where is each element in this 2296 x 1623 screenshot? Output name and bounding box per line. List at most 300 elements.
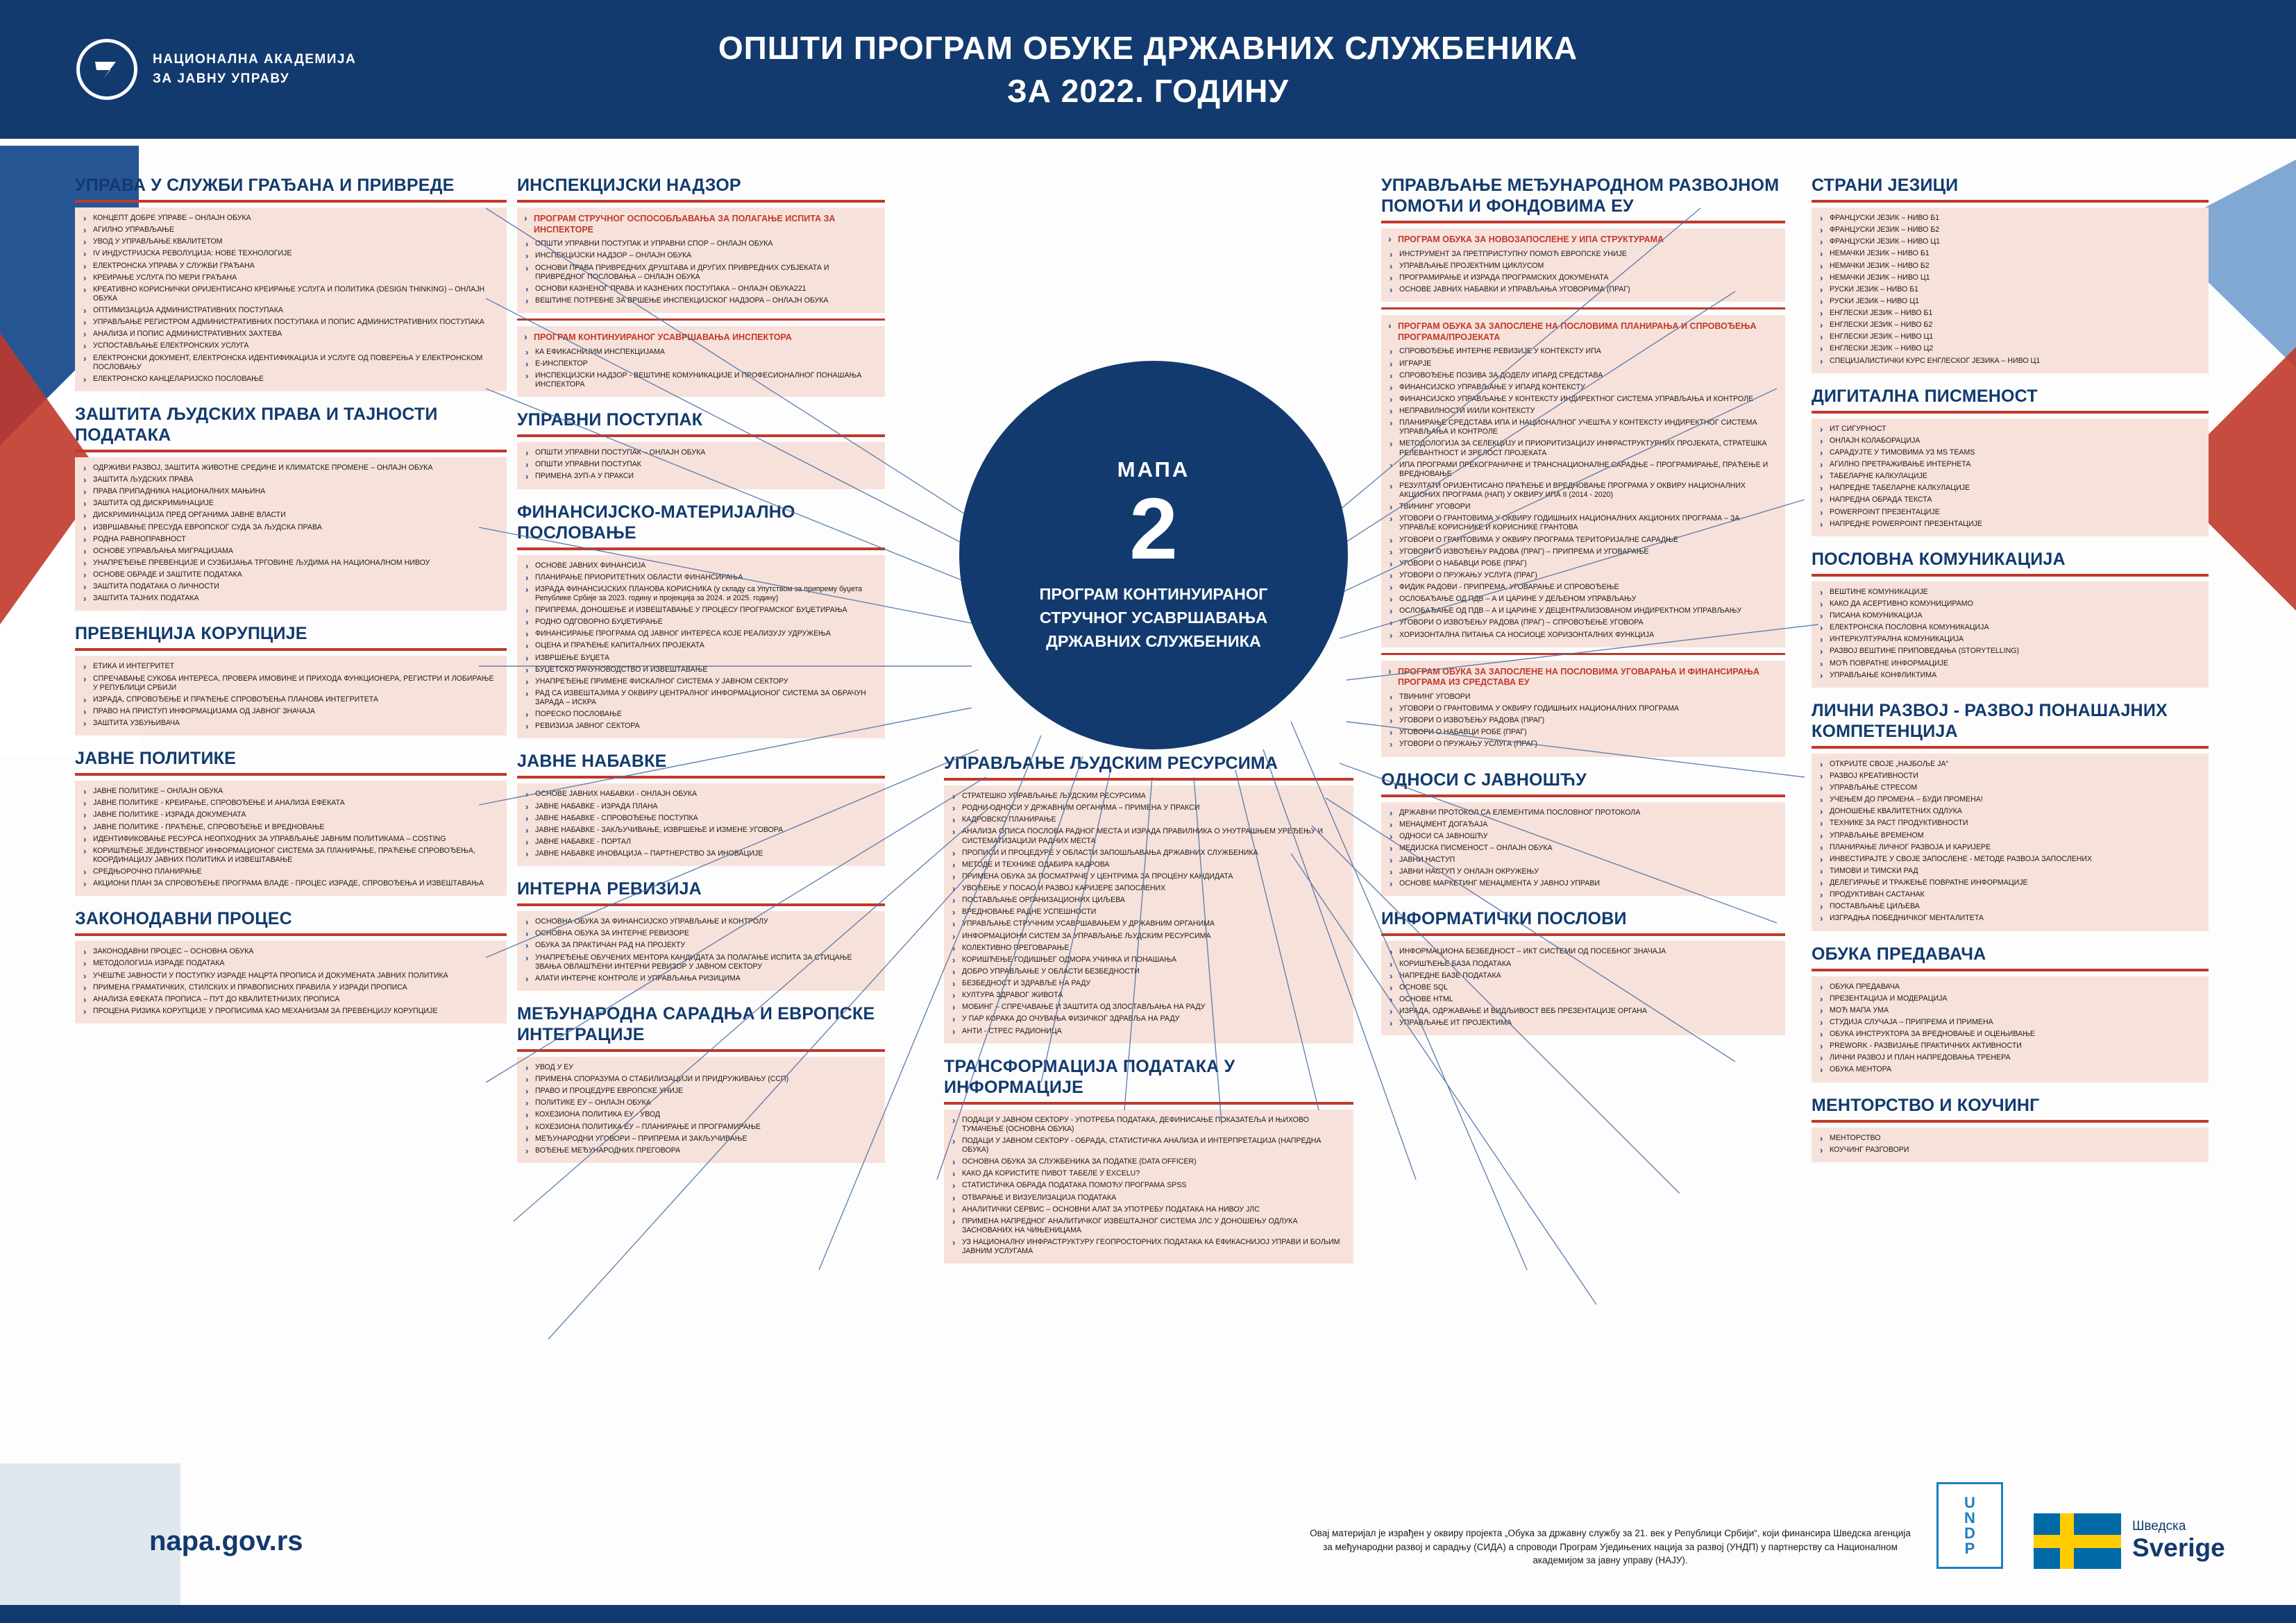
block-upravni-postupak [517, 409, 885, 488]
list-item: › ОСНОВЕ HTML [1388, 995, 1778, 1004]
block-title: ЈАВНЕ ПОЛИТИКЕ [75, 749, 236, 769]
block-card [75, 457, 507, 611]
item-list [1388, 947, 1778, 1028]
list-item: › ДРЖАВНИ ПРОТОКОЛ СА ЕЛЕМЕНТИМА ПОСЛОВНОГ ПРОТОКОЛА [1388, 808, 1778, 817]
list-item: › ЈАВНИ НАСТУП [1388, 856, 1778, 865]
list-item: › У ПАР КОРАКА ДО ОЧУВАЊА ФИЗИЧКОГ ЗДРАВЉА НА РАДУ [951, 1014, 1347, 1023]
title-underline [517, 903, 885, 906]
list-item: › ФИНАНСИЈСКО УПРАВЉАЊЕ У КОНТЕКСТУ ИНДИРЕКТНОГ СИСТЕМА УПРАВЉАЊА И КОНТРОЛЕ [1388, 395, 1778, 404]
block-card [75, 656, 507, 736]
list-item: › АНАЛИЗА ЕФЕКАТА ПРОПИСА – ПУТ ДО КВАЛИТЕТНИЈИХ ПРОПИСА [82, 995, 500, 1004]
block-uprava-u-sluzbi [75, 175, 507, 391]
block-zakonodavni-proces [75, 908, 507, 1023]
column-public-administration [75, 175, 507, 1036]
list-item: › ЕНГЛЕСКИ ЈЕЗИК – НИВО Ц1 [1818, 332, 2202, 341]
list-item: › PREWORK - РАЗВИЈАЊЕ ПРАКТИЧНИХ АКТИВНОСТИ [1818, 1042, 2202, 1051]
block-title: УПРАВЉАЊЕ ЉУДСКИМ РЕСУРСИМА [944, 754, 1278, 773]
list-item: › ЗАКОНОДАВНИ ПРОЦЕС – ОСНОВНА ОБУКА [82, 947, 500, 956]
block-card [517, 555, 885, 739]
list-item: › ОСНОВЕ УПРАВЉАЊА МИГРАЦИЈАМА [82, 547, 500, 556]
list-item: › ЕЛЕКТРОНСКА УПРАВА У СЛУЖБИ ГРАЂАНА [82, 262, 500, 271]
list-item: › ОДНОСИ СА ЈАВНОШЋУ [1388, 832, 1778, 841]
list-item: › ОПШТИ УПРАВНИ ПОСТУПАК И УПРАВНИ СПОР – ОНЛАЈН ОБУКА [524, 239, 878, 248]
title-underline [1381, 221, 1785, 223]
list-item: › ЈАВНЕ НАБАВКЕ - ЗАКЉУЧИВАЊЕ, ИЗВРШЕЊЕ И ИЗМЕНЕ УГОВОРА [524, 826, 878, 835]
website-url[interactable]: napa.gov.rs [149, 1526, 303, 1556]
list-item: › ОСНОВЕ ОБРАДЕ И ЗАШТИТЕ ПОДАТАКА [82, 570, 500, 579]
list-item: › МЕНАЏМЕНТ ДОГАЂАЈА [1388, 820, 1778, 829]
list-item: › ЕТИКА И ИНТЕГРИТЕТ [82, 662, 500, 671]
list-item: › ОПТИМИЗАЦИЈА АДМИНИСТРАТИВНИХ ПОСТУПАКА [82, 306, 500, 315]
map-label: МАПА [1117, 457, 1190, 482]
item-list [82, 214, 500, 384]
list-item: › ЈАВНЕ ПОЛИТИКЕ - ИЗРАДА ДОКУМЕНАТА [82, 810, 500, 819]
block-card [1812, 418, 2209, 536]
block-card [1381, 941, 1785, 1035]
block-subhead: › ПРОГРАМ ОБУКА ЗА НОВОЗАПОСЛЕНЕ У ИПА СТРУКТУРАМА [1388, 235, 1778, 246]
undp-logo [1936, 1482, 2003, 1569]
list-item: › ОПШТИ УПРАВНИ ПОСТУПАК – ОНЛАЈН ОБУКА [524, 448, 878, 457]
list-item: › ПЛАНИРАЊЕ ПРИОРИТЕТНИХ ОБЛАСТИ ФИНАНСИРАЊА [524, 573, 878, 582]
list-item: › ЕЛЕКТРОНСКИ ДОКУМЕНТ, ЕЛЕКТРОНСКА ИДЕНТИФИКАЦИЈА И УСЛУГЕ ОД ПОВЕРЕЊА У ЕЛЕКТРОНСКОМ ПОСЛОВАЊУ [82, 354, 500, 372]
list-item: › ОСНОВЕ ЈАВНИХ НАБАВКИ - ОНЛАЈН ОБУКА [524, 790, 878, 799]
block-card [75, 781, 507, 896]
block-card [1812, 754, 2209, 931]
list-item: › ПОСТАВЉАЊЕ ЦИЉЕВА [1818, 902, 2202, 911]
list-item: › ОСНОВИ ПРАВА ПРИВРЕДНИХ ДРУШТАВА И ДРУГИХ ПРИВРЕДНИХ СУБЈЕКАТА И ПРИВРЕДНОГ ПОСЛОВАЊА – ОНЛАЈН ОБУКА [524, 264, 878, 282]
title-underline [944, 778, 1353, 781]
list-item: › УГОВОРИ О ГРАНТОВИМА У ОКВИРУ ГОДИШЊИХ НАЦИОНАЛНИХ АКЦИОНИХ ПРОГРАМА – ЗА УПРАВЉЕ КОРИСНИКЕ И КОРИСНИКЕ ГРАНТОВА [1388, 514, 1778, 532]
block-card [517, 783, 885, 866]
block-title: ИНСПЕКЦИЈСКИ НАДЗОР [517, 176, 741, 195]
list-item: › ФРАНЦУСКИ ЈЕЗИК – НИВО Ц1 [1818, 237, 2202, 246]
list-item: › УЗ НАЦИОНАЛНУ ИНФРАСТРУКТУРУ ГЕОПРОСТОРНИХ ПОДАТАКА КА ЕФИКАСНИЈОЈ УПРАВИ И БОЉИМ ЈАВНИМ УСЛУГАМА [951, 1238, 1347, 1256]
list-item: › УНАПРЕЂЕЊЕ ОБУЧЕНИХ МЕНТОРА КАНДИДАТА ЗА ПОЛАГАЊЕ ИСПИТА ЗА СТИЦАЊЕ ЗВАЊА ОВЛАШЋЕНИ ИНТЕРНИ РЕВИЗОР У ЈАВНОМ СЕКТОРУ [524, 953, 878, 971]
list-item: › ИПА ПРОГРАМИ ПРЕКОГРАНИЧНЕ И ТРАНСНАЦИОНАЛНЕ САРАДЊЕ – ПРОГРАМИРАЊЕ, ПРАЋЕЊЕ И ВРЕДНОВАЊЕ [1388, 461, 1778, 479]
list-item: › ХОРИЗОНТАЛНА ПИТАЊА СА НОСИОЦЕ ХОРИЗОНТАЛНИХ ФУНКЦИЈА [1388, 631, 1778, 640]
block-subhead-2: › ПРОГРАМ КОНТИНУИРАНОГ УСАВРШАВАЊА ИНСПЕКТОРА [524, 332, 878, 343]
list-item: › НАПРЕДНЕ POWERPOINT ПРЕЗЕНТАЦИЈЕ [1818, 520, 2202, 529]
list-item: › УГОВОРИ О ИЗВОЂЕЊУ РАДОВА (ПРАГ) – ПРИПРЕМА И УГОВАРАЊЕ [1388, 547, 1778, 556]
title-underline [75, 773, 507, 776]
list-item: › КОУЧИНГ РАЗГОВОРИ [1818, 1146, 2202, 1155]
block-digitalna-pismenost [1812, 386, 2209, 536]
map-description-line-3: ДРЖАВНИХ СЛУЖБЕНИКА [1046, 631, 1261, 650]
list-item: › АНАЛИЗА ОПИСА ПОСЛОВА РАДНОГ МЕСТА И ИЗРАДА ПРАВИЛНИКА О УНУТРАШЊЕМ УРЕЂЕЊУ И СИСТЕМАТИЗАЦИЈИ РАДНИХ МЕСТА [951, 827, 1347, 845]
list-item: › ЗАШТИТА ЉУДСКИХ ПРАВА [82, 475, 500, 484]
block-upravljanje-ljudskim-resursima [944, 753, 1353, 1044]
list-item: › НАПРЕДНЕ БАЗЕ ПОДАТАКА [1388, 971, 1778, 980]
list-item: › ФРАНЦУСКИ ЈЕЗИК – НИВО Б1 [1818, 214, 2202, 223]
list-item: › ИЗГРАДЊА ПОБЕДНИЧКОГ МЕНТАЛИТЕТА [1818, 914, 2202, 923]
item-list [1818, 983, 2202, 1075]
list-item: › ЕНГЛЕСКИ ЈЕЗИК – НИВО Б2 [1818, 321, 2202, 330]
item-list [524, 239, 878, 305]
block-informaticki-poslovi [1381, 908, 1785, 1035]
funding-note: Овај материјал је израђен у оквиру пројекта „Обука за државну службу за 21. век у Републици Србији“, који финансира Шведска агенција за међународни развој и сарадњу (СИДА) а спроводи Програм Уједињених нација за развој (УНДП) у партнерству са Националном академијом за јавну управу (НАЈУ). [1310, 1528, 1911, 1566]
title-underline [517, 776, 885, 779]
list-item: › СПРЕЧАВАЊЕ СУКОБА ИНТЕРЕСА, ПРОВЕРА ИМОВИНЕ И ПРИХОДА ФУНКЦИОНЕРА, РЕГИСТРИ И ЛОБИРАЊЕ У РЕПУБЛИЦИ СРБИЈИ [82, 674, 500, 692]
list-item: › ИЗРАДА, СПРОВОЂЕЊЕ И ПРАЋЕЊЕ СПРОВОЂЕЊА ПЛАНОВА ИНТЕГРИТЕТА [82, 695, 500, 704]
list-item: › ОБУКА ЗА ПРАКТИЧАН РАД НА ПРОЈЕКТУ [524, 941, 878, 950]
block-title: ОБУКА ПРЕДАВАЧА [1812, 944, 1986, 964]
block-mentorstvo-i-kouching [1812, 1095, 2209, 1162]
block-javne-politike [75, 748, 507, 896]
block-card [1381, 802, 1785, 897]
list-item: › ЗАШТИТА ТАЈНИХ ПОДАТАКА [82, 594, 500, 603]
list-item: › ОСНОВНА ОБУКА ЗА СЛУЖБЕНИКА ЗА ПОДАТКЕ (DATA OFFICER) [951, 1157, 1347, 1166]
list-item: › АГИЛНО ПРЕТРАЖИВАЊЕ ИНТЕРНЕТА [1818, 460, 2202, 469]
list-item: › ВРЕДНОВАЊЕ РАДНЕ УСПЕШНОСТИ [951, 908, 1347, 917]
list-item: › ИНВЕСТИРАЈТЕ У СВОЈЕ ЗАПОСЛЕНЕ - МЕТОДЕ РАЗВОЈА ЗАПОСЛЕНИХ [1818, 855, 2202, 864]
list-item: › ПРОЦЕНА РИЗИКА КОРУПЦИЈЕ У ПРОПИСИМА КАО МЕХАНИЗАМ ЗА ПРЕВЕНЦИЈУ КОРУПЦИЈЕ [82, 1007, 500, 1016]
list-item: › НАПРЕДНА ОБРАДА ТЕКСТА [1818, 495, 2202, 504]
item-list [1818, 760, 2202, 924]
list-item: › ТАБЕЛАРНЕ КАЛКУЛАЦИЈЕ [1818, 472, 2202, 481]
list-item: › АЛАТИ ИНТЕРНЕ КОНТРОЛЕ И УПРАВЉАЊА РИЗИЦИМА [524, 974, 878, 983]
block-card [1812, 207, 2209, 373]
list-item: › ЛИЧНИ РАЗВОЈ И ПЛАН НАПРЕДОВАЊА ТРЕНЕРА [1818, 1053, 2202, 1062]
list-item: › УНАПРЕЂЕЊЕ ПРИМЕНЕ ФИСКАЛНОГ СИСТЕМА У ЈАВНОМ СЕКТОРУ [524, 677, 878, 686]
block-title: МЕЂУНАРОДНА САРАДЊА И ЕВРОПСКЕ ИНТЕГРАЦИЈЕ [517, 1003, 875, 1044]
section-divider [1381, 307, 1785, 309]
block-card [944, 785, 1353, 1044]
list-item: › ОБУКА ИНСТРУКТОРА ЗА ВРЕДНОВАЊЕ И ОЦЕЊИВАЊЕ [1818, 1030, 2202, 1039]
list-item: › СПРОВОЂЕЊЕ ПОЗИВА ЗА ДОДЕЛУ ИПАРД СРЕДСТАВА [1388, 371, 1778, 380]
page-header [0, 0, 2296, 139]
list-item: › СТУДИЈА СЛУЧАЈА – ПРИПРЕМА И ПРИМЕНА [1818, 1018, 2202, 1027]
list-item: › УПРАВЉАЊЕ ПРОЈЕКТНИМ ЦИКЛУСОМ [1388, 262, 1778, 271]
list-item: › ЈАВНЕ ПОЛИТИКЕ - ПРАЋЕЊЕ, СПРОВОЂЕЊЕ И ВРЕДНОВАЊЕ [82, 823, 500, 832]
list-item: › РЕЗУЛТАТИ ОРИЈЕНТИСАНО ПРАЋЕЊЕ И ВРЕДНОВАЊЕ ПРОГРАМА У ОКВИРУ НАЦИОНАЛНИХ АКЦИОНИХ ПРОГРАМА (НАП) У ОКВИРУ ИПА II (2014 - 2020) [1388, 482, 1778, 500]
list-item: › УГОВОРИ О НАБАВЦИ РОБЕ (ПРАГ) [1388, 559, 1778, 568]
list-item: › ПРИМЕНА ГРАМАТИЧКИХ, СТИЛСКИХ И ПРАВОПИСНИХ ПРАВИЛА У ИЗРАДИ ПРОПИСА [82, 983, 500, 992]
block-title: ОДНОСИ С ЈАВНОШЋУ [1381, 770, 1587, 790]
list-item: › УПРАВЉАЊЕ КОНФЛИКТИМА [1818, 671, 2202, 680]
list-item: › РУСКИ ЈЕЗИК – НИВО Ц1 [1818, 297, 2202, 306]
item-list [524, 561, 878, 731]
block-title: УПРАВА У СЛУЖБИ ГРАЂАНА И ПРИВРЕДЕ [75, 176, 455, 195]
block-card [944, 1110, 1353, 1264]
list-item: › КОЛЕКТИВНО ПРЕГОВАРАЊЕ [951, 944, 1347, 953]
item-list [82, 787, 500, 888]
list-item: › УГОВОРИ О ИЗВОЂЕЊУ РАДОВА (ПРАГ) [1388, 716, 1778, 725]
list-item: › КАКО ДА АСЕРТИВНО КОМУНИЦИРАМО [1818, 600, 2202, 609]
list-item: › УПРАВЉАЊЕ ВРЕМЕНОМ [1818, 831, 2202, 840]
page-title-line-2: ЗА 2022. ГОДИНУ [1006, 73, 1290, 109]
list-item: › ОСНОВЕ ЈАВНИХ ФИНАНСИЈА [524, 561, 878, 570]
block-javne-nabavke [517, 751, 885, 866]
list-item: › ИЗРАДА, ОДРЖАВАЊЕ И ВИДЉИВОСТ ВЕБ ПРЕЗЕНТАЦИЈЕ ОРГАНА [1388, 1007, 1778, 1016]
column-hr-data [944, 753, 1353, 1276]
list-item: › РАД СА ИЗВЕШТАЈИМА У ОКВИРУ ЦЕНТРАЛНОГ ИНФОРМАЦИОНОГ СИСТЕМА ЗА ОБРАЧУН ЗАРАДА – ИСКРА [524, 689, 878, 707]
list-item: › МЕТОДОЛОГИЈА ЗА СЕЛЕКЦИЈУ И ПРИОРИТИЗАЦИЈУ ИНФРАСТРУКТУРНИХ ПРОЈЕКАТА, СТРАТЕШКА РЕЛЕВАНТНОСТ И ЗРЕЛОСТ ПРОЈЕКАТА [1388, 439, 1778, 457]
list-item: › ПРОДУКТИВАН САСТАНАК [1818, 890, 2202, 899]
list-item: › КОХЕЗИОНА ПОЛИТИКА ЕУ – ПЛАНИРАЊЕ И ПРОГРАМИРАЊЕ [524, 1123, 878, 1132]
block-finansijsko-materijalno [517, 502, 885, 739]
list-item: › КАДРОВСКО ПЛАНИРАЊЕ [951, 815, 1347, 824]
item-list [1388, 347, 1778, 639]
logo-line-2: ЗА ЈАВНУ УПРАВУ [153, 71, 290, 86]
item-list [524, 917, 878, 983]
list-item: › МОЋ ПОВРАТНЕ ИНФОРМАЦИЈЕ [1818, 659, 2202, 668]
list-item: › ПРАВО НА ПРИСТУП ИНФОРМАЦИЈАМА ОД ЈАВНОГ ЗНАЧАЈА [82, 707, 500, 716]
sweden-label-sv: Sverige [2132, 1533, 2225, 1563]
list-item: › ОСЛОБАЂАЊЕ ОД ПДВ – А И ЦАРИНЕ У ДЕЉЕНОМ УПРАВЉАЊУ [1388, 595, 1778, 604]
title-underline [1812, 746, 2209, 749]
list-item: › ОСЛОБАЂАЊЕ ОД ПДВ – А И ЦАРИНЕ У ДЕЦЕНТРАЛИЗОВАНОМ ИНДИРЕКТНОМ УПРАВЉАЊУ [1388, 606, 1778, 615]
block-title: ИНТЕРНА РЕВИЗИЈА [517, 879, 702, 899]
list-item: › ОБУКА ПРЕДАВАЧА [1818, 983, 2202, 992]
list-item: › КОХЕЗИОНА ПОЛИТИКА ЕУ - УВОД [524, 1110, 878, 1119]
item-list [1388, 250, 1778, 295]
title-underline [1812, 200, 2209, 203]
list-item: › УЧЕЊЕМ ДО ПРОМЕНА – БУДИ ПРОМЕНА! [1818, 795, 2202, 804]
list-item: › РОДНА РАВНОПРАВНОСТ [82, 535, 500, 544]
list-item: › ВЕШТИНЕ ПОТРЕБНЕ ЗА ВРШЕЊЕ ИНСПЕКЦИЈСКОГ НАДЗОРА – ОНЛАЈН ОБУКА [524, 296, 878, 305]
item-list [951, 1116, 1347, 1257]
list-item: › ОСНОВЕ ЈАВНИХ НАБАВКИ И УПРАВЉАЊА УГОВОРИМА (ПРАГ) [1388, 285, 1778, 294]
block-title: УПРАВНИ ПОСТУПАК [517, 410, 703, 430]
list-item: › СТРАТЕШКО УПРАВЉАЊЕ ЉУДСКИМ РЕСУРСИМА [951, 792, 1347, 801]
column-eu-funds [1381, 175, 1785, 1048]
list-item: › БЕЗБЕДНОСТ И ЗДРАВЉЕ НА РАДУ [951, 979, 1347, 988]
list-item: › УГОВОРИ О ГРАНТОВИМА У ОКВИРУ ПРОГРАМА ТЕРИТОРИЈАЛНЕ САРАДЊЕ [1388, 536, 1778, 545]
map-description-line-1: ПРОГРАМ КОНТИНУИРАНОГ [1039, 584, 1268, 603]
title-underline [517, 547, 885, 550]
block-title: МЕНТОРСТВО И КОУЧИНГ [1812, 1095, 2040, 1115]
list-item: › ЈАВНЕ ПОЛИТИКЕ - КРЕИРАЊЕ, СПРОВОЂЕЊЕ И АНАЛИЗА ЕФЕКАТА [82, 799, 500, 808]
list-item: › УГОВОРИ О НАБАВЦИ РОБЕ (ПРАГ) [1388, 728, 1778, 737]
list-item: › НЕПРАВИЛНОСТИ И/ИЛИ КОНТЕКСТУ [1388, 407, 1778, 416]
block-zastita-ljudskih-prava [75, 404, 507, 611]
sweden-logo [2034, 1513, 2225, 1569]
list-item: › ЈАВНИ НАСТУП У ОНЛАЈН ОКРУЖЕЊУ [1388, 867, 1778, 876]
list-item: › СРЕДЊОРОЧНО ПЛАНИРАЊЕ [82, 867, 500, 876]
list-item: › ОПШТИ УПРАВНИ ПОСТУПАК [524, 460, 878, 469]
block-title: УПРАВЉАЊЕ МЕЂУНАРОДНОМ РАЗВОЈНОМ ПОМОЋИ И ФОНДОВИМА ЕУ [1381, 176, 1780, 216]
list-item: › РУСКИ ЈЕЗИК – НИВО Б1 [1818, 285, 2202, 294]
list-item: › ЈАВНЕ НАБАВКЕ - СПРОВОЂЕЊЕ ПОСТУПКА [524, 814, 878, 823]
list-item: › САРАДУЈТЕ У ТИМОВИМА УЗ MS TEAMS [1818, 448, 2202, 457]
list-item: › ПРИМЕНА СПОРАЗУМА О СТАБИЛИЗАЦИЈИ И ПРИДРУЖИВАЊУ (ССП) [524, 1075, 878, 1084]
logo-text [153, 50, 356, 90]
title-underline [1381, 933, 1785, 936]
item-list [1818, 1134, 2202, 1155]
list-item: › IV ИНДУСТРИЈСКА РЕВОЛУЦИЈА: НОВЕ ТЕХНОЛОГИЈЕ [82, 249, 500, 258]
title-underline [1812, 411, 2209, 414]
list-item: › ИНСПЕКЦИЈСКИ НАДЗОР – ОНЛАЈН ОБУКА [524, 251, 878, 260]
block-title: ЛИЧНИ РАЗВОЈ - РАЗВОЈ ПОНАШАЈНИХ КОМПЕТЕНЦИЈА [1812, 700, 2168, 741]
block-card [75, 941, 507, 1023]
list-item: › ПРИПРЕМА, ДОНОШЕЊЕ И ИЗВЕШТАВАЊЕ У ПРОЦЕСУ ПРОГРАМСКОГ БУЏЕТИРАЊА [524, 606, 878, 615]
item-list [82, 464, 500, 604]
block-inspekcijski-nadzor [517, 175, 885, 397]
section-divider [517, 318, 885, 321]
list-item: › ПОЛИТИКЕ ЕУ – ОНЛАЈН ОБУКА [524, 1098, 878, 1107]
list-item: › МОБИНГ – СПРЕЧАВАЊЕ И ЗАШТИТА ОД ЗЛОСТАВЉАЊА НА РАДУ [951, 1003, 1347, 1012]
list-item: › ПОСТАВЉАЊЕ ОРГАНИЗАЦИОНИХ ЦИЉЕВА [951, 896, 1347, 905]
list-item: › ИТ СИГУРНОСТ [1818, 425, 2202, 434]
title-underline [517, 1049, 885, 1052]
block-interna-revizija [517, 878, 885, 991]
title-underline [944, 1102, 1353, 1105]
item-list [1818, 588, 2202, 680]
list-item: › Е-ИНСПЕКТОР [524, 359, 878, 368]
block-subhead-2: › ПРОГРАМ ОБУКА ЗА ЗАПОСЛЕНЕ НА ПОСЛОВИМА ПЛАНИРАЊА И СПРОВОЂЕЊА ПРОГРАМА/ПРОЈЕКАТА [1388, 321, 1778, 343]
list-item: › АКЦИОНИ ПЛАН ЗА СПРОВОЂЕЊЕ ПРОГРАМА ВЛАДЕ - ПРОЦЕС ИЗРАДЕ, СПРОВОЂЕЊА И ИЗВЕШТАВАЊА [82, 879, 500, 888]
item-list [524, 1063, 878, 1155]
block-card [517, 911, 885, 991]
list-item: › ИНТЕРКУЛТУРАЛНА КОМУНИКАЦИЈА [1818, 635, 2202, 644]
list-item: › ЕНГЛЕСКИ ЈЕЗИК – НИВО Б1 [1818, 309, 2202, 318]
block-card [1812, 581, 2209, 688]
title-underline [1812, 1120, 2209, 1123]
list-item: › РАЗВОЈ КРЕАТИВНОСТИ [1818, 772, 2202, 781]
list-item: › ПРАВА ПРИПАДНИКА НАЦИОНАЛНИХ МАЊИНА [82, 487, 500, 496]
block-title: ПОСЛОВНА КОМУНИКАЦИЈА [1812, 549, 2066, 569]
list-item: › МЕДИЈСКА ПИСМЕНОСТ – ОНЛАЈН ОБУКА [1388, 844, 1778, 853]
sweden-flag-icon [2034, 1513, 2121, 1569]
title-underline [517, 434, 885, 437]
list-item: › ИНСПЕКЦИЈСКИ НАДЗОР - ВЕШТИНЕ КОМУНИКАЦИЈЕ И ПРОФЕСИОНАЛНОГ ПОНАШАЊА ИНСПЕКТОРА [524, 371, 878, 389]
list-item: › НЕМАЧКИ ЈЕЗИК – НИВО Ц1 [1818, 273, 2202, 282]
list-item: › ПРОПИСИ И ПРОЦЕДУРЕ У ОБЛАСТИ ЗАПОШЉАВАЊА ДРЖАВНИХ СЛУЖБЕНИКА [951, 849, 1347, 858]
item-list [82, 947, 500, 1016]
map-number: 2 [1129, 481, 1178, 578]
block-title: ЈАВНЕ НАБАВКЕ [517, 751, 667, 772]
block-odnosi-s-javnoscu [1381, 770, 1785, 897]
list-item: › КОНЦЕПТ ДОБРЕ УПРАВЕ – ОНЛАЈН ОБУКА [82, 214, 500, 223]
block-medjunarodna-saradnja [517, 1003, 885, 1163]
block-transformacija-podataka [944, 1056, 1353, 1264]
list-item: › КОРИШЋЕЊЕ ГОДИШЊЕГ ОДМОРА УЧИНКА И ПОНАШАЊА [951, 955, 1347, 965]
list-item: › ЕЛЕКТРОНСКО КАНЦЕЛАРИЈСКО ПОСЛОВАЊЕ [82, 375, 500, 384]
list-item: › ТЕХНИКЕ ЗА РАСТ ПРОДУКТИВНОСТИ [1818, 819, 2202, 828]
block-card [1381, 228, 1785, 302]
list-item: › ЗАШТИТА ПОДАТАКА О ЛИЧНОСТИ [82, 582, 500, 591]
list-item: › ВОЂЕЊЕ МЕЂУНАРОДНИХ ПРЕГОВОРА [524, 1146, 878, 1155]
list-item: › УГОВОРИ О ГРАНТОВИМА У ОКВИРУ ГОДИШЊИХ НАЦИОНАЛНИХ ПРОГРАМА [1388, 704, 1778, 713]
item-list [524, 790, 878, 858]
column-inspection-finance [517, 175, 885, 1175]
block-licni-razvoj [1812, 700, 2209, 931]
item-list [82, 662, 500, 728]
item-list [524, 348, 878, 390]
block-card [1812, 976, 2209, 1082]
list-item: › УГОВОРИ О ПРУЖАЊУ УСЛУГА (ПРАГ) [1388, 740, 1778, 749]
block-poslovna-komunikacija [1812, 549, 2209, 688]
list-item: › СТАТИСТИЧКА ОБРАДА ПОДАТАКА ПОМОЋУ ПРОГРАМА SPSS [951, 1181, 1347, 1190]
list-item: › ТВИНИНГ УГОВОРИ [1388, 502, 1778, 511]
column-languages-skills [1812, 175, 2209, 1175]
list-item: › ЕЛЕКТРОНСКА ПОСЛОВНА КОМУНИКАЦИЈА [1818, 623, 2202, 632]
title-underline [1381, 794, 1785, 797]
block-title: ПРЕВЕНЦИЈА КОРУПЦИЈЕ [75, 624, 307, 644]
block-strani-jezici [1812, 175, 2209, 373]
block-title: ЗАШТИТА ЉУДСКИХ ПРАВА И ТАЈНОСТИ ПОДАТАКА [75, 404, 438, 445]
list-item: › ЈАВНЕ ПОЛИТИКЕ – ОНЛАЈН ОБУКА [82, 787, 500, 796]
block-title: ТРАНСФОРМАЦИЈА ПОДАТАКА У ИНФОРМАЦИЈЕ [944, 1056, 1235, 1097]
block-title: СТРАНИ ЈЕЗИЦИ [1812, 176, 1959, 195]
list-item: › ВЕШТИНЕ КОМУНИКАЦИЈЕ [1818, 588, 2202, 597]
list-item: › ИЗРАДА ФИНАНСИЈСКИХ ПЛАНОВА КОРИСНИКА (у складу са Упутством за припрему буџета Републике Србије за 2023. годину и пројекција за 2024. и 2025. годину) [524, 585, 878, 603]
list-item: › ИНФОРМАЦИОНА БЕЗБЕДНОСТ – ИКТ СИСТЕМИ ОД ПОСЕБНОГ ЗНАЧАЈА [1388, 947, 1778, 956]
title-underline [75, 933, 507, 936]
title-underline [517, 200, 885, 203]
list-item: › ФИНАНСИРАЊЕ ПРОГРАМА ОД ЈАВНОГ ИНТЕРЕСА КОЈЕ РЕАЛИЗУЈУ УДРУЖЕЊА [524, 629, 878, 638]
list-item: › ИНФОРМАЦИОНИ СИСТЕМ ЗА УПРАВЉАЊЕ ЉУДСКИМ РЕСУРСИМА [951, 932, 1347, 941]
list-item: › УПРАВЉАЊЕ РЕГИСТРОМ АДМИНИСТРАТИВНИХ ПОСТУПАКА И ПОПИС АДМИНИСТРАТИВНИХ ПОСТУПАКА [82, 318, 500, 327]
block-subhead: › ПРОГРАМ СТРУЧНОГ ОСПОСОБЉАВАЊА ЗА ПОЛАГАЊЕ ИСПИТА ЗА ИНСПЕКТОРЕ [524, 214, 878, 235]
list-item: › ОНЛАЈН КОЛАБОРАЦИЈА [1818, 436, 2202, 445]
list-item: › АНАЛИЗА И ПОПИС АДМИНИСТРАТИВНИХ ЗАХТЕВА [82, 330, 500, 339]
list-item: › УВОД У ЕУ [524, 1063, 878, 1072]
list-item: › КРЕАТИВНО КОРИСНИЧКИ ОРИЈЕНТИСАНО КРЕИРАЊЕ УСЛУГА И ПОЛИТИКА (DESIGN THINKING) – ОНЛАЈН ОБУКА [82, 285, 500, 303]
block-title: ЗАКОНОДАВНИ ПРОЦЕС [75, 909, 292, 929]
list-item: › ТИМОВИ И ТИМСКИ РАД [1818, 867, 2202, 876]
title-underline [1812, 574, 2209, 577]
list-item: › УВОД У УПРАВЉАЊЕ КВАЛИТЕТОМ [82, 237, 500, 246]
list-item: › НЕМАЧКИ ЈЕЗИК – НИВО Б1 [1818, 249, 2202, 258]
block-title: ИНФОРМАТИЧКИ ПОСЛОВИ [1381, 909, 1627, 929]
list-item: › ИДЕНТИФИКОВАЊЕ РЕСУРСА НЕОПХОДНИХ ЗА УПРАВЉАЊЕ ЈАВНИМ ПОЛИТИКАМА – COSTING [82, 835, 500, 844]
logo-mark-icon [76, 39, 137, 100]
list-item: › КРЕИРАЊЕ УСЛУГА ПО МЕРИ ГРАЂАНА [82, 273, 500, 282]
list-item: › УПРАВЉАЊЕ СТРУЧНИМ УСАВРШАВАЊЕМ У ДРЖАВНИМ ОРГАНИМА [951, 919, 1347, 928]
undp-letter-p: P [1964, 1539, 1975, 1557]
list-item: › ЈАВНЕ НАБАВКЕ - ПОРТАЛ [524, 838, 878, 847]
list-item: › РОДНИ ОДНОСИ У ДРЖАВНИМ ОРГАНИМА – ПРИМЕНА У ПРАКСИ [951, 804, 1347, 813]
list-item: › ОЦЕНА И ПРАЋЕЊЕ КАПИТАЛНИХ ПРОЈЕКАТА [524, 641, 878, 650]
list-item: › БУЏЕТСКО РАЧУНОВОДСТВО И ИЗВЕШТАВАЊЕ [524, 665, 878, 674]
list-item: › ПРИМЕНА ЗУП-А У ПРАКСИ [524, 472, 878, 481]
list-item: › АНТИ - СТРЕС РАДИОНИЦА [951, 1027, 1347, 1036]
block-card [517, 207, 885, 313]
list-item: › ПЛАНИРАЊЕ СРЕДСТАВА ИПА И НАЦИОНАЛНОГ УЧЕШЋА У КОНТЕКСТУ ИНДИРЕКТНОГ СИСТЕМА УПРАВЉАЊА И КОНТРОЛЕ [1388, 418, 1778, 436]
list-item: › ПЛАНИРАЊЕ ЛИЧНОГ РАЗВОЈА И КАРИЈЕРЕ [1818, 843, 2202, 852]
item-list [1388, 692, 1778, 749]
list-item: › ОСНОВЕ SQL [1388, 983, 1778, 992]
item-list [1818, 425, 2202, 529]
list-item: › КОРИШЋЕЊЕ ЈЕДИНСТВЕНОГ ИНФОРМАЦИОНОГ СИСТЕМА ЗА ПЛАНИРАЊЕ, ПРАЋЕЊЕ СПРОВОЂЕЊА, КООРДИНАЦИЈУ ЈАВНИХ ПОЛИТИКА И ИЗВЕШТАВАЊЕ [82, 847, 500, 865]
sweden-label-sr: Шведска [2132, 1519, 2186, 1534]
list-item: › РАЗВОЈ ВЕШТИНЕ ПРИПОВЕДАЊА (STORYTELLING) [1818, 647, 2202, 656]
list-item: › УСПОСТАВЉАЊЕ ЕЛЕКТРОНСКИХ УСЛУГА [82, 341, 500, 350]
block-title: ДИГИТАЛНА ПИСМЕНОСТ [1812, 386, 2038, 406]
list-item: › ПОРЕСКО ПОСЛОВАЊЕ [524, 710, 878, 719]
list-item: › ТВИНИНГ УГОВОРИ [1388, 692, 1778, 702]
list-item: › ЈАВНЕ НАБАВКЕ - ИЗРАДА ПЛАНА [524, 802, 878, 811]
list-item: › КА ЕФИКАСНИЈИМ ИНСПЕКЦИЈАМА [524, 348, 878, 357]
list-item: › УЧЕШЋЕ ЈАВНОСТИ У ПОСТУПКУ ИЗРАДЕ НАЦРТА ПРОПИСА И ДОКУМЕНАТА ЈАВНИХ ПОЛИТИКА [82, 971, 500, 980]
list-item: › POWERPOINT ПРЕЗЕНТАЦИЈЕ [1818, 508, 2202, 517]
list-item: › РЕВИЗИЈА ЈАВНОГ СЕКТОРА [524, 722, 878, 731]
block-card [517, 1057, 885, 1163]
list-item: › ПРОГРАМИРАЊЕ И ИЗРАДА ПРОГРАМСКИХ ДОКУМЕНАТА [1388, 273, 1778, 282]
title-underline [75, 648, 507, 651]
list-item: › ОБУКА МЕНТОРА [1818, 1065, 2202, 1074]
undp-letter-u: U [1964, 1493, 1975, 1511]
list-item: › ПРАВО И ПРОЦЕДУРЕ ЕВРОПСКЕ УНИЈЕ [524, 1087, 878, 1096]
list-item: › ОСНОВНА ОБУКА ЗА ИНТЕРНЕ РЕВИЗОРЕ [524, 929, 878, 938]
section-divider-2 [1381, 653, 1785, 655]
block-prevencija-korupcije [75, 623, 507, 736]
list-item: › МОЋ МАПА УМА [1818, 1006, 2202, 1015]
list-item: › КУЛТУРА ЗДРАВОГ ЖИВОТА [951, 991, 1347, 1000]
list-item: › ЗАШТИТА ОД ДИСКРИМИНАЦИЈЕ [82, 499, 500, 508]
list-item: › ОТВАРАЊЕ И ВИЗУЕЛИЗАЦИЈА ПОДАТАКА [951, 1193, 1347, 1203]
